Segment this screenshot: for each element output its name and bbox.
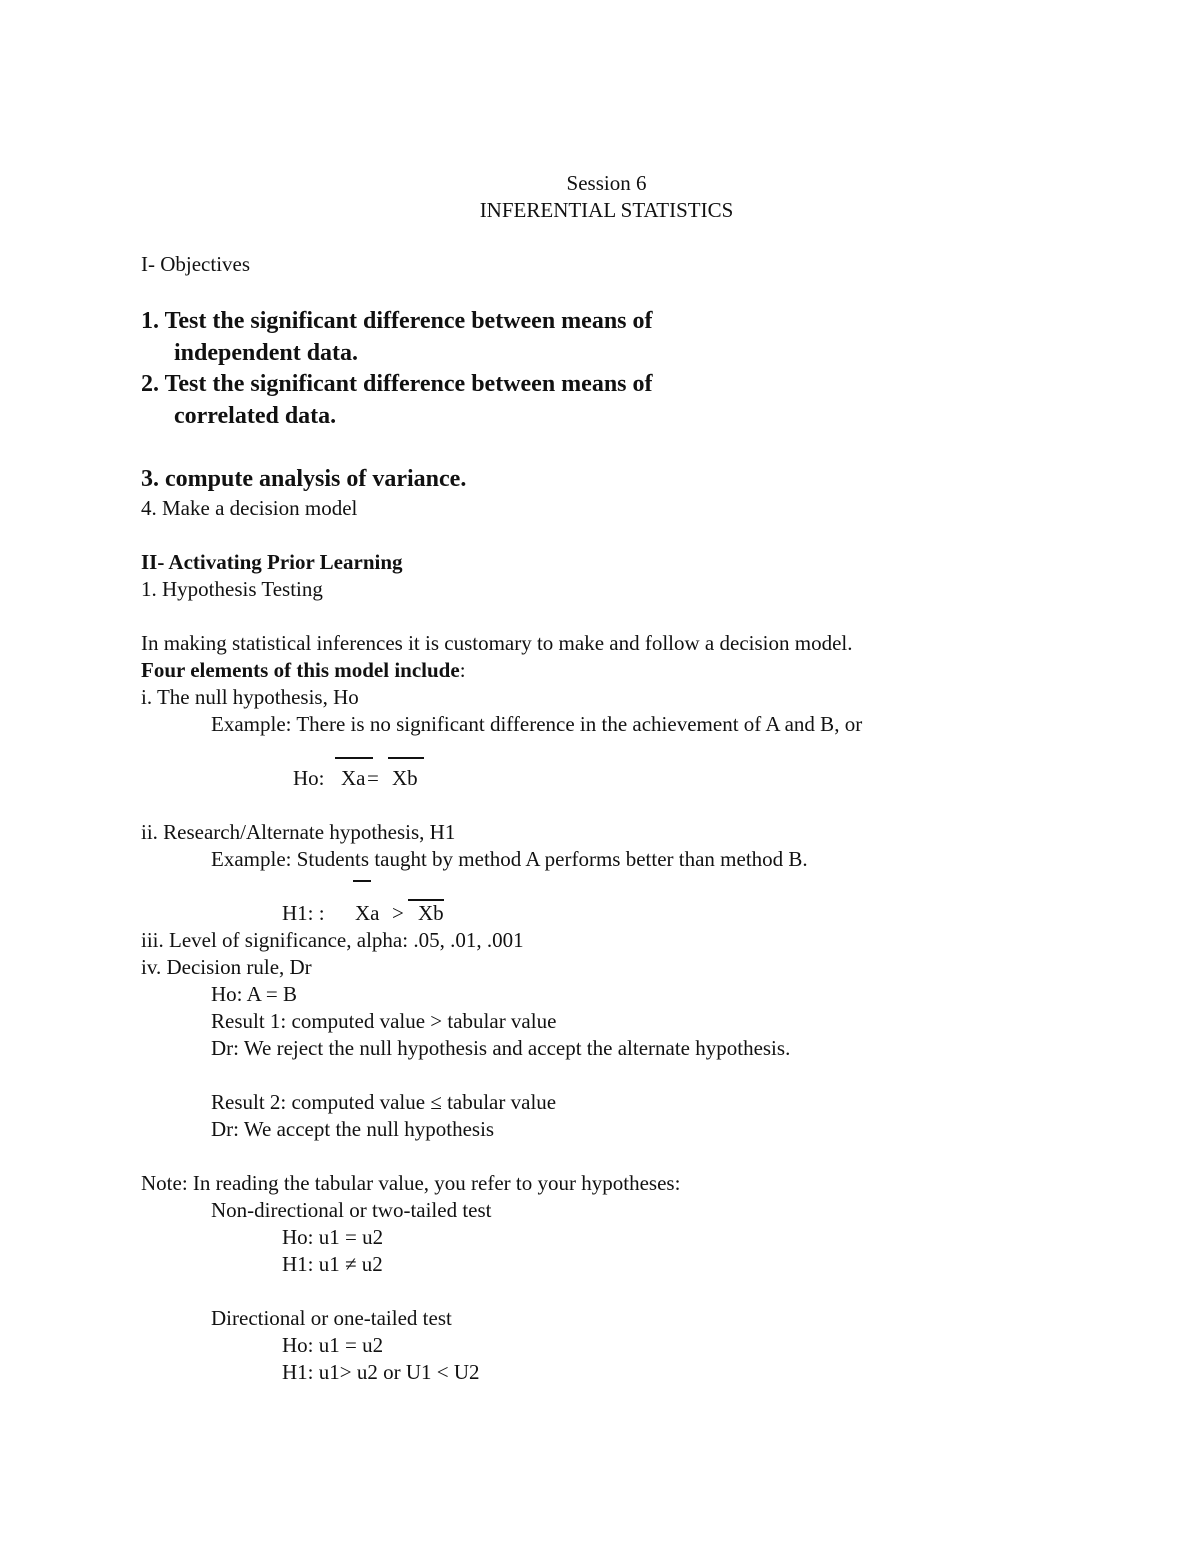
decision-rule-label: iv. Decision rule, Dr	[141, 955, 312, 979]
null-hypothesis-label: i. The null hypothesis, Ho	[141, 685, 359, 709]
alt-formula-xa: Xa	[355, 901, 380, 925]
two-tailed-ho: Ho: u1 = u2	[282, 1225, 384, 1249]
xa-overline-mark	[335, 757, 373, 759]
page-title: INFERENTIAL STATISTICS	[479, 198, 734, 222]
null-formula-equals: =	[367, 766, 379, 790]
decision-result-2: Result 2: computed value ≤ tabular value	[211, 1090, 557, 1114]
xa-overline-mark-h1	[353, 880, 371, 882]
hypothesis-testing-subheading: 1. Hypothesis Testing	[141, 577, 323, 601]
xb-overline-mark	[388, 757, 424, 759]
null-formula-xb: Xb	[392, 766, 418, 790]
objective-1-line-2: independent data.	[174, 340, 359, 366]
decision-dr-2: Dr: We accept the null hypothesis	[211, 1117, 495, 1141]
one-tailed-label: Directional or one-tailed test	[211, 1306, 452, 1330]
decision-ho: Ho: A = B	[211, 982, 297, 1006]
two-tailed-h1: H1: u1 ≠ u2	[282, 1252, 383, 1276]
decision-result-1: Result 1: computed value > tabular value	[211, 1009, 557, 1033]
prior-learning-heading: II- Activating Prior Learning	[141, 550, 403, 574]
decision-model-intro: In making statistical inferences it is customary to make and follow a decision model.	[141, 631, 853, 655]
alt-formula-prefix: H1: :	[282, 901, 325, 925]
elements-intro	[141, 657, 466, 683]
elements-intro-bold: Four elements of this model include	[141, 658, 460, 682]
objective-1-line-1: 1. Test the significant difference between means of	[141, 308, 653, 334]
objective-3: 3. compute analysis of variance.	[141, 466, 467, 492]
objective-2-line-1: 2. Test the significant difference between means of	[141, 371, 653, 397]
alt-formula-greater: >	[392, 901, 404, 925]
null-formula-xa: Xa	[341, 766, 366, 790]
objective-4: 4. Make a decision model	[141, 496, 358, 520]
one-tailed-ho: Ho: u1 = u2	[282, 1333, 384, 1357]
null-hypothesis-example: Example: There is no significant difference in the achievement of A and B, or	[211, 712, 863, 736]
objective-2-line-2: correlated data.	[174, 403, 337, 429]
note-intro: Note: In reading the tabular value, you refer to your hypotheses:	[141, 1171, 681, 1195]
elements-intro-colon: :	[459, 658, 466, 682]
alt-formula-xb: Xb	[418, 901, 444, 925]
decision-dr-1: Dr: We reject the null hypothesis and accept the alternate hypothesis.	[211, 1036, 791, 1060]
two-tailed-label: Non-directional or two-tailed test	[211, 1198, 492, 1222]
null-formula-prefix: Ho:	[293, 766, 325, 790]
objectives-heading: I- Objectives	[141, 252, 251, 276]
session-label: Session 6	[566, 171, 647, 195]
one-tailed-h1: H1: u1> u2 or U1 < U2	[282, 1360, 480, 1384]
alternate-hypothesis-label: ii. Research/Alternate hypothesis, H1	[141, 820, 456, 844]
significance-level: iii. Level of significance, alpha: .05, .01, .001	[141, 928, 524, 952]
alternate-hypothesis-example: Example: Students taught by method A performs better than method B.	[211, 847, 808, 871]
